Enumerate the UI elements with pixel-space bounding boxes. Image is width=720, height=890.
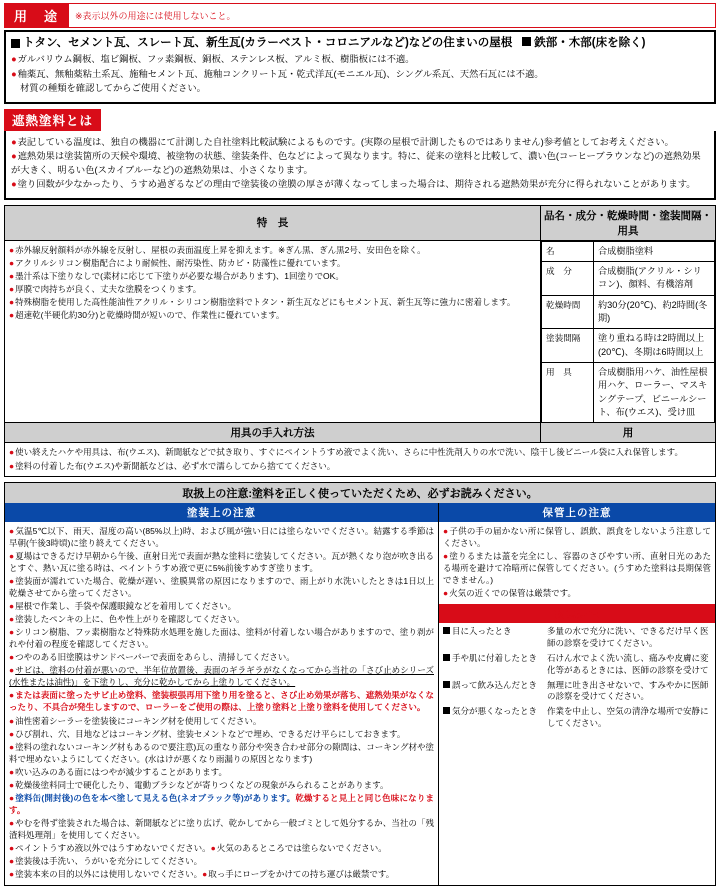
- spec-value: 塗り重ねる時は2時間以上(20℃)、冬期は6時間以上: [594, 329, 715, 363]
- spec-col-header: 品名・成分・乾燥時間・塗装間隔・用具: [541, 205, 716, 240]
- square-bullet-icon: [443, 681, 450, 688]
- red-bullet-icon: ●: [9, 869, 15, 880]
- red-bullet-icon: ●: [9, 690, 15, 701]
- spec-value: 合成樹脂(アクリル・シリコン)、顔料、有機溶剤: [594, 262, 715, 296]
- spec-row: [542, 363, 715, 423]
- emergency-title: 救急処置: [439, 604, 715, 623]
- red-bullet-icon: ●: [9, 818, 15, 828]
- spec-key: 名: [542, 241, 594, 261]
- use-note-text: 釉薬瓦、無釉薬粘土系瓦、施釉セメント瓦、施釉コンクリート瓦・乾式洋瓦(モニエル瓦)、シングル系瓦、天然石瓦には不適。: [17, 68, 544, 79]
- red-bullet-icon: ●: [443, 587, 449, 598]
- red-bullet-icon: ●: [9, 715, 15, 726]
- spec-key: 用 具: [542, 363, 594, 423]
- caution-right-column: [439, 503, 715, 886]
- caution-item: ●塗装本来の目的以外には使用しないでください。●取っ手にロープをかけての持ち運びは厳禁です。: [9, 869, 395, 880]
- feature-item: ●アクリルシリコン樹脂配合により耐候性、耐汚染性、防カビ・防藻性に優れています。: [9, 257, 346, 268]
- red-bullet-icon: ●: [9, 270, 15, 281]
- use-title: 用 途: [4, 3, 69, 28]
- red-bullet-icon: ●: [9, 614, 15, 624]
- storage-item: ●子供の手の届かない所に保管し、誤飲、誤食をしないよう注意してください。: [443, 525, 711, 548]
- caution-item: ●ペイントうすめ液以外ではうすめないでください。●火気のあるところでは塗らないでください。: [9, 843, 387, 854]
- red-bullet-icon: ●: [9, 525, 15, 536]
- emergency-key: 誤って飲み込んだとき: [443, 680, 547, 704]
- emergency-key: 目に入ったとき: [443, 626, 547, 650]
- caution-head: 取扱上の注意:塗料を正しく使っていただくため、必ずお読みください。: [4, 482, 716, 503]
- square-bullet-icon: [443, 627, 450, 634]
- emergency-value: 多量の水で充分に洗い、できるだけ早く医師の診察を受けてください。: [547, 625, 709, 648]
- caution-item: ●つやのある旧塗膜はサンドペーパーで表面をあらし、清掃してください。: [9, 652, 295, 663]
- shanetsu-section: [4, 109, 716, 200]
- red-bullet-icon: ●: [9, 575, 15, 586]
- red-bullet-icon: ●: [9, 741, 15, 752]
- red-bullet-icon: ●: [11, 136, 17, 147]
- shanetsu-note-2: [11, 178, 709, 191]
- storage-item: ●塗りるまたは蓋を完全にし、容器のさびやすい所、直射日光のあたる場所を避けて冷暗所に保管してください。(うすめた塗料は長期保管できません。): [443, 550, 711, 585]
- use-section-header: [4, 3, 716, 28]
- shanetsu-body: [4, 131, 716, 200]
- caution-item: ●乾燥後塗料同士で硬化したり、電動ブラシなどが寄りつくなどの現象がみられることがあります。: [9, 779, 389, 790]
- spec-value: 合成樹脂用ハケ、油性屋根用ハケ、ローラー、マスキングテープ、ビニールシート、布(ウエス)、受け皿: [594, 363, 715, 423]
- caution-item: ●油性密着シーラーを塗装後にコーキング材を使用してください。: [9, 715, 262, 726]
- storage-caution-title: 保管上の注意: [439, 503, 715, 522]
- use-note-0: [11, 53, 709, 66]
- caution-item: ●やむを得ず塗装された場合は、新聞紙などに塗り広げ、乾かしてから一般ゴミとして処分するか、当社の「残渣料処理剤」を使用してください。: [9, 818, 435, 841]
- caution-item: ●気温5℃以下、雨天、湿度の高い(85%以上)時、および風が強い日には塗らないでください。結露する季節は早朝(午後3時頃)に塗り終えてください。: [9, 525, 435, 548]
- spec-key: 乾燥時間: [542, 295, 594, 329]
- emergency-row: [443, 653, 711, 677]
- red-bullet-icon: ●: [11, 179, 17, 190]
- red-bullet-icon: ●: [9, 792, 15, 803]
- use-main-1: トタン、セメント瓦、スレート瓦、新生瓦(カラーベスト・コロニアルなど)などの住まいの屋根: [23, 37, 513, 49]
- red-bullet-icon: ●: [9, 257, 15, 268]
- square-bullet-icon: [522, 37, 531, 46]
- emergency-row: [443, 626, 711, 650]
- red-bullet-icon: ●: [202, 869, 208, 880]
- use-main-2: 鉄部・木部(床を除く): [534, 37, 646, 49]
- red-bullet-icon: ●: [9, 447, 15, 458]
- shanetsu-note-1: [11, 150, 709, 177]
- red-bullet-icon: ●: [9, 627, 15, 638]
- tools-cell: [5, 443, 716, 476]
- red-bullet-icon: ●: [9, 600, 15, 611]
- emergency-key: 手や肌に付着したとき: [443, 653, 547, 677]
- feature-item: ●墨汁系は下塗りなしで(素材に応じて下塗りが必要な場合があります)、1回塗りでOK。: [9, 270, 344, 281]
- shanetsu-note-text: 表記している温度は、独自の機器にて計測した自社塗料比較試験によるものです。(実際の屋根で計測したものではありません)参考値としてお考えください。: [17, 136, 674, 147]
- square-bullet-icon: [443, 654, 450, 661]
- red-bullet-icon: ●: [9, 309, 15, 320]
- red-bullet-icon: ●: [9, 766, 15, 777]
- red-bullet-icon: ●: [11, 151, 17, 162]
- caution-item: ●塗装したペンキの上に、色や性上がりを確認してください。: [9, 614, 245, 624]
- caution-item: ●サビは、塗料の付着が悪いので、半年位放置後、表面のギラギラがなくなってから当社の「さび止めシリーズ(水性または油性)」を下塗りし、充分に乾かしてから上塗りしてください。: [9, 665, 434, 688]
- red-bullet-icon: ●: [9, 843, 15, 854]
- tool-item: ●使い終えたハケや用具は、布(ウエス)、新聞紙などで拭き取り、すぐにペイントうすめ液でよく洗い、さらに中性洗剤入りの水で洗い、陰干し後ビニール袋に入れ保管します。: [9, 447, 683, 458]
- emergency-value: 作業を中止し、空気の清浄な場所で安静にしてください。: [547, 706, 709, 729]
- storage-caution-body: [439, 522, 715, 604]
- emergency-list: [439, 623, 715, 736]
- spec-table: [541, 241, 715, 423]
- feature-item: ●超速乾(半硬化約30分)と乾燥時間が短いので、作業性に優れています。: [9, 309, 285, 320]
- caution-item: ●塗装後は手洗い、うがいを充分にしてください。: [9, 856, 203, 867]
- caution-item: ●シリコン樹脂、フッ素樹脂など特殊防水処理を施した面は、塗料が付着しない場合がありますので、塗り剥がれや付着の程度を確認してください。: [9, 627, 434, 650]
- emergency-value: 石けん水でよく洗い流し、痛みや皮膚に変化等があるときには、医師の診察を受けて: [547, 652, 709, 675]
- features-table-header-row: [5, 205, 716, 240]
- use-note-text: ガルバリウム鋼板、塩ビ鋼板、フッ素鋼板、銅板、ステンレス板、アルミ板、樹脂板には不適。: [17, 54, 415, 65]
- spec-value: 約30分(20℃)、約2時間(冬期): [594, 295, 715, 329]
- red-bullet-icon: ●: [9, 244, 15, 255]
- painting-caution-title: 塗装上の注意: [5, 503, 438, 522]
- feature-item: ●厚膜で肉持ちが良く、丈夫な塗膜をつくります。: [9, 283, 202, 294]
- painting-caution-body: [5, 522, 438, 886]
- red-bullet-icon: ●: [11, 68, 17, 79]
- caution-left-column: [5, 503, 439, 886]
- caution-item-highlight: ●または表面に塗ったサビ止め塗料、塗装根張再用下塗り用を塗ると、さび止め効果が落ち、遮熱効果がなくなったり、不具合が発生しますので、ローラーをご使用の際は、上塗り塗料と上塗り塗料を使用してください。: [9, 690, 434, 713]
- spec-cell: [541, 240, 716, 423]
- features-col-header: 特 長: [5, 205, 541, 240]
- square-bullet-icon: [443, 707, 450, 714]
- caution-item: ●夏場はできるだけ早朝から午後、直射日光で表面が熱な塗料に塗装してください。瓦が熱くなり泡が吹き出るとすぐ、熱い瓦に塗る時は、ペイントうすめ液で更に5%前後すめすぎ塗ります。: [9, 550, 434, 573]
- red-bullet-icon: ●: [9, 296, 15, 307]
- shanetsu-title: 遮熱塗料とは: [4, 109, 101, 131]
- use-header-note: ※表示以外の用途には使用しないこと。: [69, 3, 716, 28]
- use-note-1: [11, 68, 709, 81]
- tools-side-label: 用: [541, 423, 716, 443]
- emergency-key: 気分が悪くなったとき: [443, 706, 547, 730]
- feature-item: ●特殊樹脂を使用した高性能油性アクリル・シリコン樹脂塗料でトタン・新生瓦などにもセメント瓦、新生瓦等に強力に密着します。: [9, 296, 516, 307]
- caution-item: ●屋根で作業し、手袋や保護眼鏡などを着用してください。: [9, 600, 237, 611]
- spec-row: [542, 295, 715, 329]
- shanetsu-note-text: 遮熱効果は塗装箇所の天候や環境、被塗物の状態、塗装条件、色などによって異なります。特に、従来の塗料と比較して、濃い色(コーヒーブラウンなど)の遮熱効果が大きく、明るい色(スカイブルーなど)の遮熱効果は、小さくなります。: [11, 151, 701, 175]
- red-bullet-icon: ●: [11, 54, 17, 65]
- shanetsu-note-0: [11, 136, 709, 149]
- shanetsu-note-text: 塗り回数が少なかったり、うすめ過ぎるなどの理由で塗装後の塗膜の厚さが薄くなってしまった場合は、期待される遮熱効果が充分に得られないことがあります。: [17, 179, 696, 190]
- spec-row: [542, 329, 715, 363]
- spec-row: [542, 262, 715, 296]
- use-body: [4, 30, 716, 104]
- spec-value: 合成樹脂塗料: [594, 241, 715, 261]
- caution-item-highlight: ●塗料缶(開封後)の色を本ぺ塗して見える色(ネオブラック等)があります。乾燥すると見上と同じ色味になります。: [9, 792, 434, 815]
- red-bullet-icon: ●: [443, 525, 449, 536]
- red-bullet-icon: ●: [9, 652, 15, 663]
- features-cell: [5, 240, 541, 423]
- features-table-body-row: [5, 240, 716, 423]
- red-bullet-icon: ●: [443, 550, 449, 561]
- storage-item: ●火気の近くでの保管は厳禁です。: [443, 587, 576, 598]
- red-bullet-icon: ●: [9, 856, 15, 867]
- tools-col-header: 用具の手入れ方法: [5, 423, 541, 443]
- feature-item: ●赤外線反射顔料が赤外線を反射し、屋根の表面温度上昇を抑えます。※ぎん黒、ぎん黒2号、安田色を除く。: [9, 244, 426, 255]
- use-main-2-wrap: [522, 36, 645, 50]
- red-bullet-icon: ●: [9, 665, 15, 676]
- caution-item: ●塗装面が濡れていた場合、乾燥が遅い、塗膜異常の原因になりますので、雨上がり水洗いしたときは1日以上乾燥させてから塗ってください。: [9, 575, 434, 598]
- tools-body-row: [5, 443, 716, 476]
- emergency-row: [443, 706, 711, 730]
- caution-item: ●ひび割れ、穴、目地などはコーキング材、塗装セメントなどで埋め、できるだけ平らにしておきます。: [9, 728, 406, 739]
- red-bullet-icon: ●: [9, 550, 15, 561]
- emergency-value: 無理に吐き出させないで、すみやかに医師の診察を受けてください。: [547, 679, 709, 702]
- tools-header-row: [5, 423, 716, 443]
- spec-row: [542, 241, 715, 261]
- use-main-uses: [11, 36, 709, 50]
- red-bullet-icon: ●: [9, 728, 15, 739]
- use-note-text: 材質の種類を確認してからご使用ください。: [20, 83, 206, 94]
- red-bullet-icon: ●: [9, 283, 15, 294]
- use-note-2: [11, 82, 709, 95]
- features-table: [4, 205, 716, 477]
- red-bullet-icon: ●: [210, 843, 216, 854]
- emergency-row: [443, 680, 711, 704]
- caution-columns: [4, 503, 716, 887]
- caution-item: ●吹い込みのある面にはつやが減少することがあります。: [9, 766, 227, 777]
- spec-key: 成 分: [542, 262, 594, 296]
- tool-item: ●塗料の付着した布(ウエス)や新聞紙などは、必ず水で濡らしてから捨ててください。: [9, 460, 336, 471]
- caution-item: ●塗料の塗れないコーキング材もあるので要注意)瓦の重なり部分や突き合わせ部分の隙間は、コーキング材や塗料で埋めないようにしてください。(水はけが悪くなり雨漏りの原因となります): [9, 741, 434, 764]
- square-bullet-icon: [11, 39, 20, 48]
- red-bullet-icon: ●: [9, 779, 15, 790]
- spec-key: 塗装間隔: [542, 329, 594, 363]
- red-bullet-icon: ●: [9, 460, 15, 471]
